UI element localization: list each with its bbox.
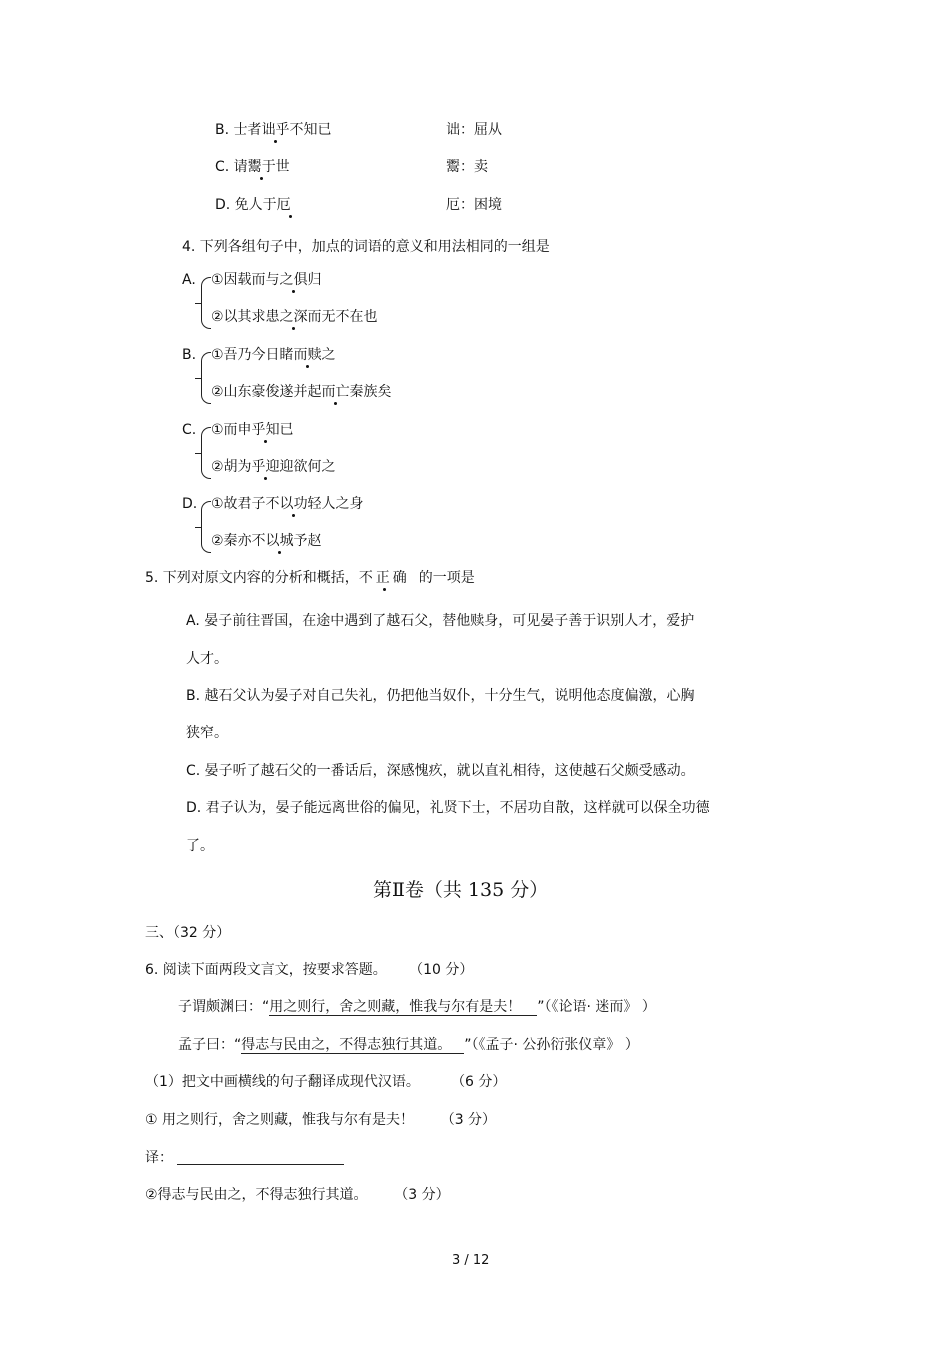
q5-option-c-line-1: C. 晏子听了越石父的一番话后，深感愧疚，就以直礼相待，这使越石父颇受感动。 [186,763,695,779]
q6-passage-2-underlined: 得志与民由之，不得志独行其道。 [241,1037,464,1054]
q3-option-d: D. 免人于厄 [215,197,291,213]
q5-option-b-line-2: 狭窄。 [186,725,228,741]
q6-passage-1: 子谓颇渊曰：“用之则行，舍之则藏，惟我与尔有是夫！ ”（《论语· 迷而》 ） [178,999,656,1015]
q6-translation-answer-line[interactable] [177,1164,344,1165]
q6-passage-2: 孟子曰：“得志与民由之，不得志独行其道。 ”（《孟子· 公孙衍张仪章》 ） [178,1037,639,1053]
q4-option-c-letter: C. [182,422,197,438]
q6-item-1: ① 用之则行，舍之则藏，惟我与尔有是夫！ （3 分） [145,1112,497,1128]
q3-option-c-gloss: 鬻：卖 [446,159,488,175]
q5-option-a-line-1: A. 晏子前往晋国，在途中遇到了越石父，替他赎身，可见晏子善于识别人才，爱护 [186,613,695,629]
q4-option-b-sentence-1: ①吾乃今日睹而赎之 [211,347,336,363]
q4-option-d-brace [201,501,211,553]
q5-option-a-line-2: 人才。 [186,651,228,667]
q4-option-d-sentence-2: ②秦亦不以城予赵 [211,533,322,549]
q3-option-d-gloss: 厄：困境 [446,197,502,213]
q4-option-a-sentence-2: ②以其求患之深而无不在也 [211,309,378,325]
q4-option-b-sentence-2: ②山东豪俊遂并起而亡秦族矣 [211,384,392,400]
q4-option-b-letter: B. [182,347,197,363]
q3-option-b: B. 士者诎乎不知已 [215,122,332,138]
q6-translation-label: 译： [145,1150,173,1166]
q4-option-c-sentence-1: ①而申乎知已 [211,422,294,438]
q5-option-d-line-1: D. 君子认为，晏子能远离世俗的偏见，礼贤下士，不居功自散，这样就可以保全功德 [186,800,710,816]
q4-option-d-sentence-1: ①故君子不以功轻人之身 [211,496,364,512]
q4-option-a-brace [201,277,211,329]
section-title: 第Ⅱ卷（共 135 分） [373,879,549,901]
q6-subquestion-1: （1）把文中画横线的句子翻译成现代汉语。 （6 分） [145,1074,507,1090]
q4-stem: 4. 下列各组句子中，加点的词语的意义和用法相同的一组是 [182,239,550,255]
q4-option-a-letter: A. [182,272,196,288]
q5-option-d-line-2: 了。 [186,838,214,854]
q4-option-c-brace [201,427,211,479]
q3-option-c: C. 请鬻于世 [215,159,290,175]
q4-option-a-sentence-1: ①因载而与之俱归 [211,272,322,288]
page-number: 3 / 12 [452,1253,490,1268]
q6-passage-1-underlined: 用之则行，舍之则藏，惟我与尔有是夫！ [269,999,537,1016]
q5-option-b-line-1: B. 越石父认为晏子对自己失礼，仍把他当奴仆，十分生气，说明他态度偏激，心胸 [186,688,695,704]
q3-option-b-gloss: 诎：屈从 [446,122,502,138]
q5-stem: 5. 下列对原文内容的分析和概括，不正确 的一项是 [145,570,475,586]
q4-option-c-sentence-2: ②胡为乎迎迎欲何之 [211,459,336,475]
q4-option-b-brace [201,352,211,404]
q4-option-d-letter: D. [182,496,198,512]
q5-emphasis: 不正确 [358,570,410,586]
q6-item-2: ②得志与民由之，不得志独行其道。 （3 分） [145,1187,450,1203]
part-three-heading: 三、（32 分） [145,925,231,941]
q6-stem: 6. 阅读下面两段文言文，按要求答题。 （10 分） [145,962,474,978]
